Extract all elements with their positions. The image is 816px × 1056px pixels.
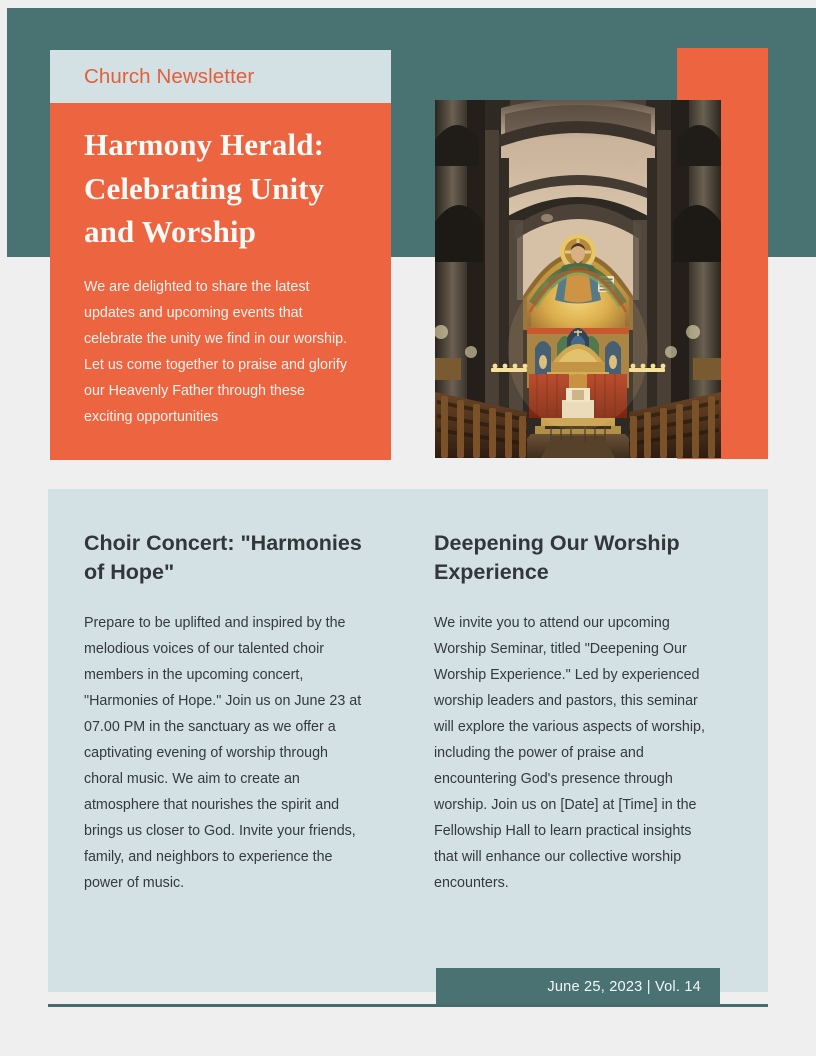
article-title-choir-concert: Choir Concert: "Harmonies of Hope"	[84, 531, 362, 585]
article-body-choir-concert: Prepare to be uplifted and inspired by the melodious voices of our talented choir members in the upcoming concert, "Harmonies of Hope." Join us on June 23 at 07.00 PM in the sanctuary as we offer a captivating evening of worship through choral music. We aim to create an atmosphere that nourishes the spirit and brings us closer to God. Invite your friends, family, and neighbors to experience the power of music.	[84, 614, 362, 892]
masthead	[50, 50, 391, 460]
articles-columns	[48, 489, 768, 896]
article-body-worship-experience: We invite you to attend our upcoming Worship Seminar, titled "Deepening Our Worship Experience." Led by experienced worship leaders and pastors, this seminar will explore the various aspects of worship, including the power of praise and encountering God's presence through worship. Join us on [Date] at [Time] in the Fellowship Hall to learn practical insights that will enhance our collective worship encounters.	[434, 614, 705, 892]
article-column-left	[48, 529, 398, 896]
church-interior-photo	[435, 100, 721, 458]
newsletter-kicker: Church Newsletter	[84, 64, 255, 88]
hero-block	[50, 103, 391, 460]
footer-date-volume: June 25, 2023 | Vol. 14	[547, 979, 701, 995]
article-title-worship-experience: Deepening Our Worship Experience	[434, 531, 680, 585]
footer-date-bar	[436, 968, 720, 1006]
kicker-strip	[50, 50, 391, 103]
article-column-right	[398, 529, 748, 896]
footer-rule	[48, 1004, 768, 1007]
articles-panel	[48, 489, 768, 992]
page-title: Harmony Herald: Celebrating Unity and Worship	[84, 127, 325, 250]
intro-paragraph: We are delighted to share the latest updates and upcoming events that celebrate the unity we find in our worship. Let us come together to praise and glorify our Heavenly Father through these exciting opportunities	[84, 279, 348, 426]
